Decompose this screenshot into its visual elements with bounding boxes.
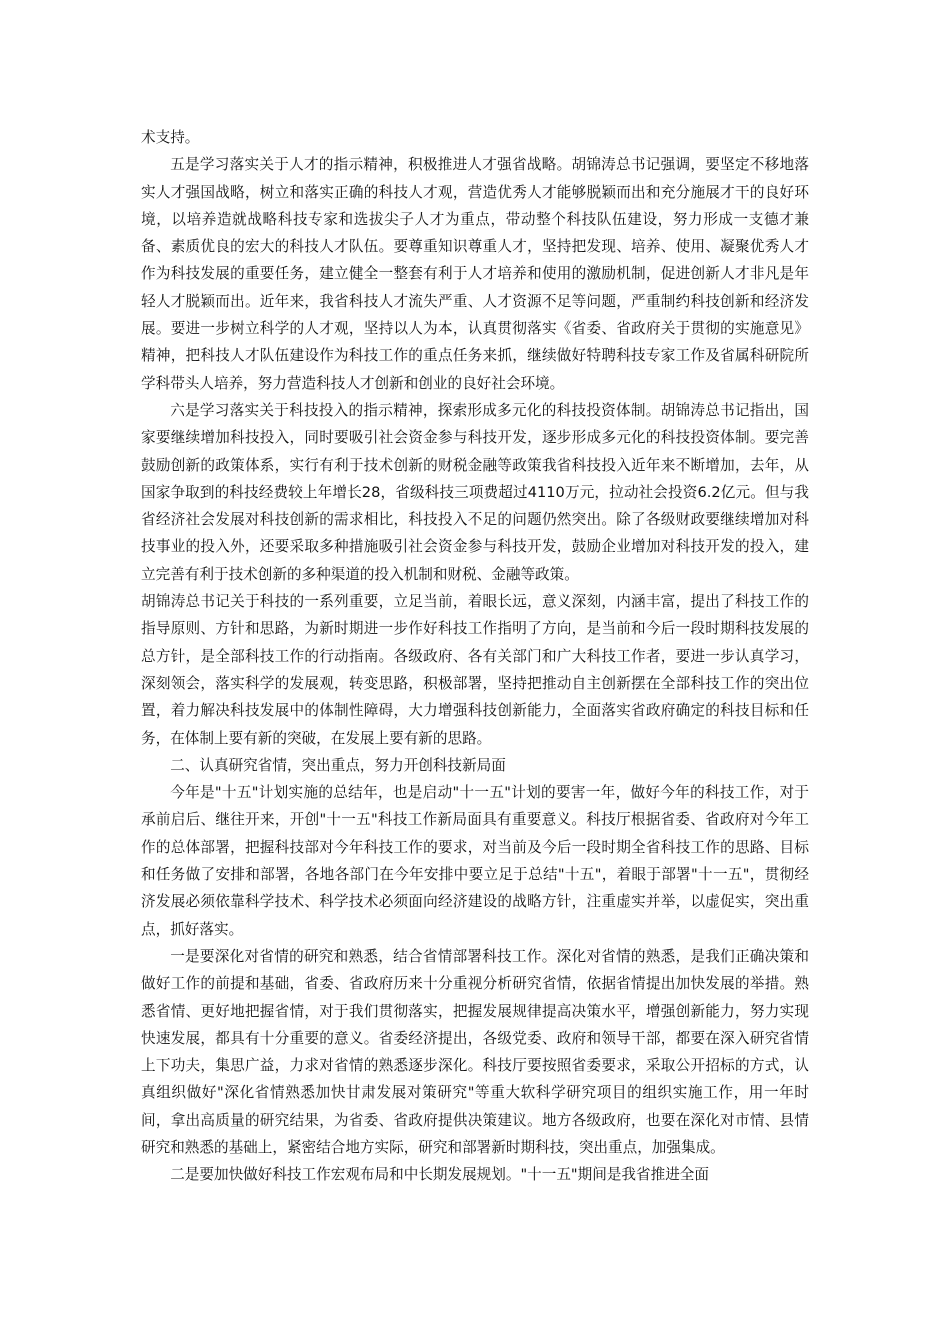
- paragraph-talent-strategy: 五是学习落实关于人才的指示精神，积极推进人才强省战略。胡锦涛总书记强调，要坚定不移地落实人才强国战略，树立和落实正确的科技人才观，营造优秀人才能够脱颖而出和充分施展才干的良好环境，以培养造就战略科技专家和选拔尖子人才为重点，带动整个科技队伍建设，努力形成一支德才兼备、素质优良的宏大的科技人才队伍。要尊重知识尊重人才，坚持把发现、培养、使用、凝聚优秀人才作为科技发展的重要任务，建立健全一整套有利于人才培养和使用的激励机制，促进创新人才非凡是年轻人才脱颖而出。近年来，我省科技人才流失严重、人才资源不足等问题，严重制约科技创新和经济发展。要进一步树立科学的人才观，坚持以人为本，认真贯彻落实《省委、省政府关于贯彻的实施意见》精神，把科技人才队伍建设作为科技工作的重点任务来抓，继续做好特聘科技专家工作及省属科研院所学科带头人培养，努力营造科技人才创新和创业的良好社会环境。: [141, 156, 809, 392]
- document-body: [141, 124, 809, 1189]
- paragraph-tech-investment: 六是学习落实关于科技投入的指示精神，探索形成多元化的科技投资体制。胡锦涛总书记指出，国家要继续增加科技投入，同时要吸引社会资金参与科技开发，逐步形成多元化的科技投资体制。要完善鼓励创新的政策体系，实行有利于技术创新的财税金融等政策我省科技投入近年来不断增加，去年，从国家争取到的科技经费较上年增长28，省级科技三项费超过4110万元，拉动社会投资6.2亿元。但与我省经济社会发展对科技创新的需求相比，科技投入不足的问题仍然突出。除了各级财政要继续增加对科技事业的投入外，还要采取多种措施吸引社会资金参与科技开发，鼓励企业增加对科技开发的投入，建立完善有利于技术创新的多种渠道的投入机制和财税、金融等政策。: [141, 401, 809, 583]
- paragraph-annual-plan: 今年是"十五"计划实施的总结年，也是启动"十一五"计划的要害一年，做好今年的科技工作，对于承前启后、继往开来，开创"十一五"科技工作新局面具有重要意义。科技厅根据省委、省政府对今年工作的总体部署，把握科技部对今年科技工作的要求，对当前及今后一段时期全省科技工作的思路、目标和任务做了安排和部署，各地各部门在今年安排中要立足于总结"十五"，着眼于部署"十一五"，贯彻经济发展必须依靠科学技术、科学技术必须面向经济建设的战略方针，注重虚实并举，以虚促实，突出重点，抓好落实。: [141, 784, 809, 938]
- paragraph-continuation: 术支持。: [141, 129, 200, 146]
- paragraph-province-research: 一是要深化对省情的研究和熟悉，结合省情部署科技工作。深化对省情的熟悉，是我们正确决策和做好工作的前提和基础，省委、省政府历来十分重视分析研究省情，依据省情提出加快发展的举措。熟悉省情、更好地把握省情，对于我们贯彻落实，把握发展规律提高决策水平，增强创新能力，努力实现快速发展，都具有十分重要的意义。省委经济提出，各级党委、政府和领导干部，都要在深入研究省情上下功夫，集思广益，力求对省情的熟悉逐步深化。科技厅要按照省委要求，采取公开招标的方式，认真组织做好"深化省情熟悉加快甘肃发展对策研究"等重大软科学研究项目的组织实施工作，用一年时间，拿出高质量的研究结果，为省委、省政府提供决策建议。地方各级政府，也要在深化对市情、县情研究和熟悉的基础上，紧密结合地方实际，研究和部署新时期科技，突出重点，加强集成。: [141, 947, 809, 1156]
- paragraph-planning: 二是要加快做好科技工作宏观布局和中长期发展规划。"十一五"期间是我省推进全面: [170, 1166, 709, 1184]
- section-heading: 二、认真研究省情，突出重点，努力开创科技新局面: [170, 756, 506, 774]
- paragraph-summary: 胡锦涛总书记关于科技的一系列重要，立足当前，着眼长远，意义深刻，内涵丰富，提出了科技工作的指导原则、方针和思路，为新时期进一步作好科技工作指明了方向，是当前和今后一段时期科技发展的总方针，是全部科技工作的行动指南。各级政府、各有关部门和广大科技工作者，要进一步认真学习，深刻领会，落实科学的发展观，转变思路，积极部署，坚持把推动自主创新摆在全部科技工作的突出位置，着力解决科技发展中的体制性障碍，大力增强科技创新能力，全面落实省政府确定的科技目标和任务，在体制上要有新的突破，在发展上要有新的思路。: [141, 593, 809, 747]
